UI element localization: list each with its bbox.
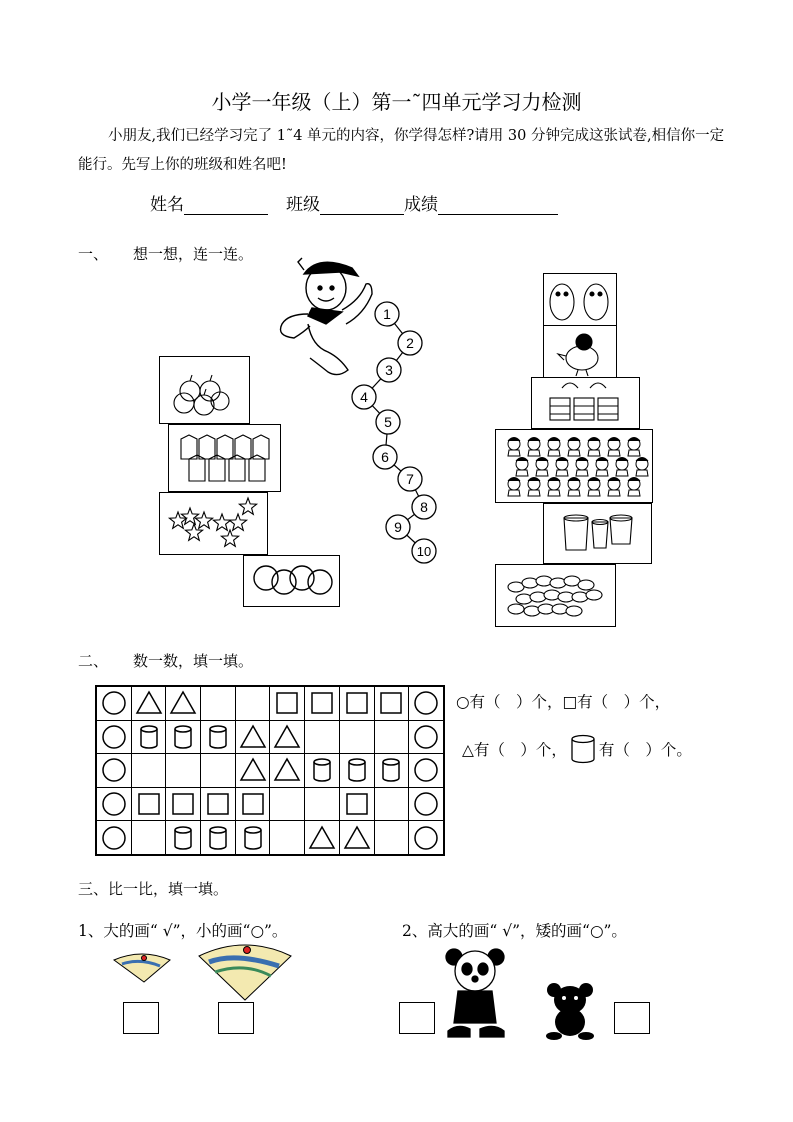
circle-icon: [99, 824, 129, 852]
circle-icon: [99, 756, 129, 784]
number-circle-2[interactable]: [398, 331, 422, 355]
number-label: 10: [416, 544, 432, 559]
grid-cell: [270, 754, 305, 788]
cylinder-icon: [203, 723, 233, 751]
class-blank[interactable]: [320, 196, 404, 215]
cookies-card[interactable]: [495, 564, 616, 627]
grid-row: [96, 720, 444, 754]
cylinder-icon: [203, 824, 233, 852]
page-title: 小学一年级（上）第一˜四单元学习力检测: [211, 90, 582, 114]
triangle-icon: [272, 723, 302, 751]
name-label: 姓名: [150, 195, 184, 215]
circle-icon: [411, 824, 441, 852]
number-label: 2: [406, 335, 414, 351]
grid-cell: [409, 821, 444, 855]
intro-text: 小朋友,我们已经学习完了 1˜4 单元的内容，你学得怎样?请用 30 分钟完成这张试卷,相信你一定能行。先写上你的班级和姓名吧!: [78, 128, 725, 173]
shape-grid: [95, 685, 445, 856]
section-1-title: 想一想，连一连。: [133, 245, 254, 263]
small-fan-icon: [110, 950, 174, 984]
circle-icon: [99, 723, 129, 751]
circle-icon: [99, 689, 129, 717]
grid-cell: [409, 720, 444, 754]
number-circle-5[interactable]: [376, 410, 400, 434]
triangle-icon: [238, 723, 268, 751]
chick-card[interactable]: [543, 325, 617, 378]
cylinder-icon: [307, 756, 337, 784]
question-3-2: 2、高大的画“ √”，矮的画“○”。: [402, 922, 627, 940]
section-2-number: 二、: [78, 652, 109, 670]
grid-cell: [409, 686, 444, 720]
class-label: 班级: [286, 195, 320, 215]
grid-cell: [235, 787, 270, 821]
apples-icon: [160, 357, 249, 423]
number-circle-1[interactable]: [375, 302, 399, 326]
grid-cell: [270, 686, 305, 720]
grid-cell: [409, 787, 444, 821]
grid-cell: [96, 686, 131, 720]
grid-cell: [201, 821, 236, 855]
grid-cell: [409, 754, 444, 788]
grid-row: [96, 787, 444, 821]
grid-cell: [201, 754, 236, 788]
number-circle-6[interactable]: [373, 445, 397, 469]
triangle-icon: [307, 824, 337, 852]
grid-cell: [131, 720, 166, 754]
score-label: 成绩: [404, 195, 438, 215]
number-label: 8: [420, 499, 428, 515]
cups-card[interactable]: [543, 503, 652, 564]
circle-icon: [99, 790, 129, 818]
triangle-icon: [272, 756, 302, 784]
number-label: 3: [385, 362, 393, 378]
clothes-card[interactable]: [168, 424, 281, 492]
number-circle-8[interactable]: [412, 495, 436, 519]
grid-cell: [131, 821, 166, 855]
chick-icon: [544, 326, 616, 377]
circle-count-text: ○有（ ）个，: [456, 693, 563, 711]
circle-icon: [411, 756, 441, 784]
panda-icon: [442, 945, 508, 1039]
square-icon: [134, 790, 164, 818]
number-label: 1: [383, 306, 391, 322]
square-icon: [376, 689, 406, 717]
number-label: 6: [381, 449, 389, 465]
grid-cell: [339, 754, 374, 788]
answer-box-large-fan[interactable]: [218, 1002, 254, 1034]
grid-cell: [201, 720, 236, 754]
number-circle-3[interactable]: [377, 358, 401, 382]
grid-cell: [235, 754, 270, 788]
circle-icon: [411, 790, 441, 818]
grid-cell: [305, 821, 340, 855]
cylinder-icon: [168, 723, 198, 751]
cylinder-icon: [238, 824, 268, 852]
apples-card[interactable]: [159, 356, 250, 424]
grid-cell: [235, 720, 270, 754]
penguins-icon: [544, 274, 616, 325]
number-circle-9[interactable]: [386, 515, 410, 539]
score-blank[interactable]: [438, 196, 558, 215]
cylinder-icon: [569, 733, 597, 765]
grid-cell: [339, 686, 374, 720]
grid-cell: [166, 821, 201, 855]
baskets-card[interactable]: [531, 377, 640, 429]
square-icon: [168, 790, 198, 818]
circle-icon: [411, 689, 441, 717]
grid-cell: [96, 821, 131, 855]
grid-cell: [131, 787, 166, 821]
grid-cell: [305, 787, 340, 821]
cylinder-icon: [342, 756, 372, 784]
penguins-card[interactable]: [543, 273, 617, 326]
triangle-icon: [238, 756, 268, 784]
grid-cell: [131, 686, 166, 720]
grid-cell: [166, 720, 201, 754]
grid-cell: [96, 720, 131, 754]
cookies-icon: [496, 565, 615, 626]
square-count-text: □有（ ）个，: [562, 693, 671, 711]
square-icon: [342, 689, 372, 717]
number-circle-7[interactable]: [398, 467, 422, 491]
answer-box-bear[interactable]: [614, 1002, 650, 1034]
cylinder-count-text: 有（ ）个。: [598, 741, 692, 759]
grid-cell: [270, 787, 305, 821]
grid-row: [96, 686, 444, 720]
bear-icon: [544, 982, 596, 1040]
grid-cell: [305, 686, 340, 720]
grid-cell: [131, 754, 166, 788]
count-line-1: [456, 690, 670, 712]
student-info-row: [150, 190, 576, 215]
answer-box-small-fan[interactable]: [123, 1002, 159, 1034]
grid-cell: [374, 821, 409, 855]
grid-cell: [166, 754, 201, 788]
number-circle-4[interactable]: [352, 385, 376, 409]
grid-cell: [339, 720, 374, 754]
cylinder-icon: [168, 824, 198, 852]
grid-row: [96, 754, 444, 788]
grid-cell: [374, 686, 409, 720]
cups-icon: [544, 504, 651, 563]
square-icon: [238, 790, 268, 818]
grid-cell: [270, 720, 305, 754]
square-icon: [203, 790, 233, 818]
grid-cell: [374, 787, 409, 821]
shirts-icon: [169, 425, 280, 491]
grid-cell: [166, 787, 201, 821]
circle-icon: [411, 723, 441, 751]
section-2-title: 数一数，填一填。: [133, 652, 254, 670]
rings-card[interactable]: [243, 555, 340, 607]
grid-cell: [235, 686, 270, 720]
kids-card[interactable]: [495, 429, 653, 503]
grid-cell: [374, 754, 409, 788]
large-fan-icon: [195, 938, 295, 1002]
count-line-2: [462, 733, 692, 765]
grid-cell: [339, 787, 374, 821]
baskets-icon: [532, 378, 639, 428]
grid-cell: [235, 821, 270, 855]
triangle-icon: [342, 824, 372, 852]
grid-cell: [374, 720, 409, 754]
grid-cell: [96, 787, 131, 821]
grid-cell: [96, 754, 131, 788]
number-label: 4: [360, 389, 368, 405]
square-icon: [307, 689, 337, 717]
grid-cell: [305, 754, 340, 788]
number-label: 9: [394, 519, 402, 535]
question-3-1: 1、大的画“ √”，小的画“○”。: [78, 922, 288, 940]
grid-cell: [166, 686, 201, 720]
grid-cell: [305, 720, 340, 754]
number-label: 7: [406, 471, 414, 487]
number-label: 5: [384, 414, 392, 430]
answer-box-panda[interactable]: [399, 1002, 435, 1034]
triangle-icon: [168, 689, 198, 717]
number-chain: [340, 290, 450, 570]
triangle-icon: [134, 689, 164, 717]
number-circle-10[interactable]: [412, 539, 436, 563]
triangle-count-text: △有（ ）个，: [462, 741, 567, 759]
cylinder-icon: [134, 723, 164, 751]
cylinder-icon: [376, 756, 406, 784]
grid-cell: [270, 821, 305, 855]
square-icon: [272, 689, 302, 717]
stars-card[interactable]: [159, 492, 268, 555]
section-3-title: 三、比一比，填一填。: [78, 880, 229, 898]
section-1-number: 一、: [78, 245, 109, 263]
grid-cell: [201, 686, 236, 720]
name-blank[interactable]: [184, 196, 268, 215]
grid-row: [96, 821, 444, 855]
stars-icon: [160, 493, 267, 554]
rings-icon: [244, 556, 339, 606]
children-icon: [496, 430, 652, 502]
grid-cell: [339, 821, 374, 855]
square-icon: [342, 790, 372, 818]
grid-cell: [201, 787, 236, 821]
